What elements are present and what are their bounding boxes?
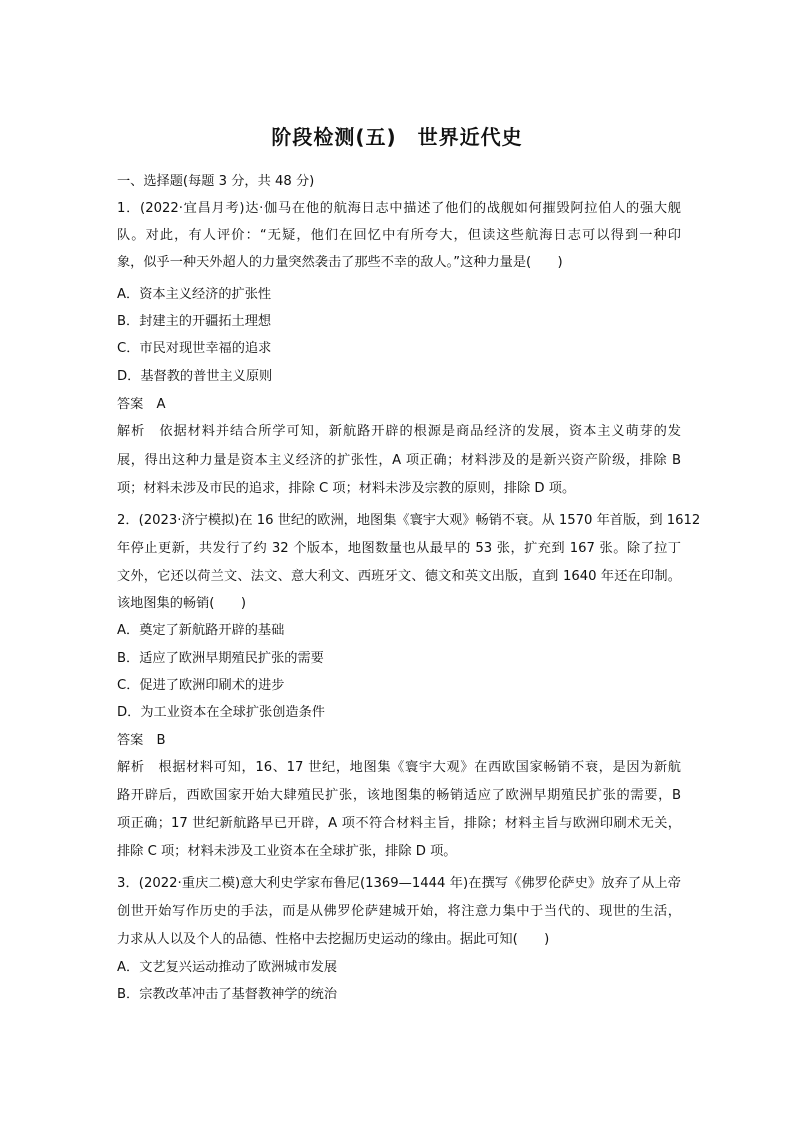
q1-option-d: D．基督教的普世主义原则 xyxy=(117,369,273,384)
q2-analysis-line-3: 项正确；17 世纪新航路早已开辟，A 项不符合材料主旨，排除；材料主旨与欧洲印刷术无关， xyxy=(117,816,681,831)
q1-stem-line-2: 队。对此，有人评价：“无疑，他们在回忆中有所夸大，但读这些航海日志可以得到一种印 xyxy=(117,228,681,243)
q3-option-b: B．宗教改革冲击了基督教神学的统治 xyxy=(117,987,338,1002)
q2-stem-line-4: 该地图集的畅销( ) xyxy=(117,596,246,611)
q2-answer: 答案 B xyxy=(117,733,166,748)
q2-option-c: C．促进了欧洲印刷术的进步 xyxy=(117,678,285,693)
q1-answer: 答案 A xyxy=(117,397,166,412)
q2-option-d: D．为工业资本在全球扩张创造条件 xyxy=(117,705,325,720)
q3-stem-line-2: 创世开始写作历史的手法，而是从佛罗伦萨建城开始，将注意力集中于当代的、现世的生活， xyxy=(117,904,681,919)
q1-analysis-line-3: 项；材料未涉及市民的追求，排除 C 项；材料未涉及宗教的原则，排除 D 项。 xyxy=(117,481,576,496)
q2-analysis-line-1: 解析 根据材料可知，16、17 世纪，地图集《寰宇大观》在西欧国家畅销不衰，是因为新航 xyxy=(117,760,681,775)
q2-option-a: A．奠定了新航路开辟的基础 xyxy=(117,623,285,638)
q1-option-b: B．封建主的开疆拓土理想 xyxy=(117,314,272,329)
q2-analysis-line-2: 路开辟后，西欧国家开始大肆殖民扩张，该地图集的畅销适应了欧洲早期殖民扩张的需要，B xyxy=(117,788,681,803)
q1-analysis-line-2: 展，得出这种力量是资本主义经济的扩张性，A 项正确；材料涉及的是新兴资产阶级，排除 B xyxy=(117,453,681,468)
q2-analysis-line-4: 排除 C 项；材料未涉及工业资本在全球扩张，排除 D 项。 xyxy=(117,844,457,859)
q2-stem-line-2: 年停止更新，共发行了约 32 个版本，地图数量也从最早的 53 张，扩充到 167 张。除了拉丁 xyxy=(117,541,681,556)
q1-stem-line-3: 象，似乎一种天外超人的力量突然袭击了那些不幸的敌人。”这种力量是( ) xyxy=(117,255,563,270)
q3-stem-line-3: 力求从人以及个人的品德、性格中去挖掘历史运动的缘由。据此可知( ) xyxy=(117,932,550,947)
q2-stem-line-3: 文外，它还以荷兰文、法文、意大利文、西班牙文、德文和英文出版，直到 1640 年还在印制。 xyxy=(117,569,681,584)
q3-stem-line-1: 3．(2022·重庆二模)意大利史学家布鲁尼(1369—1444 年)在撰写《佛罗伦萨史》放弃了从上帝 xyxy=(117,876,681,891)
q2-option-b: B．适应了欧洲早期殖民扩张的需要 xyxy=(117,651,324,666)
q1-option-c: C．市民对现世幸福的追求 xyxy=(117,341,272,356)
q2-stem-line-1: 2．(2023·济宁模拟)在 16 世纪的欧洲，地图集《寰宇大观》畅销不衰。从 1570 年首版，到 1612 xyxy=(117,513,701,528)
section-header: 一、选择题(每题 3 分，共 48 分) xyxy=(117,174,315,189)
q1-stem-line-1: 1．(2022·宜昌月考)达·伽马在他的航海日志中描述了他们的战舰如何摧毁阿拉伯人的强大舰 xyxy=(117,201,681,216)
page-title: 阶段检测(五) 世界近代史 xyxy=(271,125,523,149)
q1-analysis-line-1: 解析 依据材料并结合所学可知，新航路开辟的根源是商品经济的发展，资本主义萌芽的发 xyxy=(117,424,681,439)
q1-option-a: A．资本主义经济的扩张性 xyxy=(117,287,272,302)
q3-option-a: A．文艺复兴运动推动了欧洲城市发展 xyxy=(117,960,338,975)
